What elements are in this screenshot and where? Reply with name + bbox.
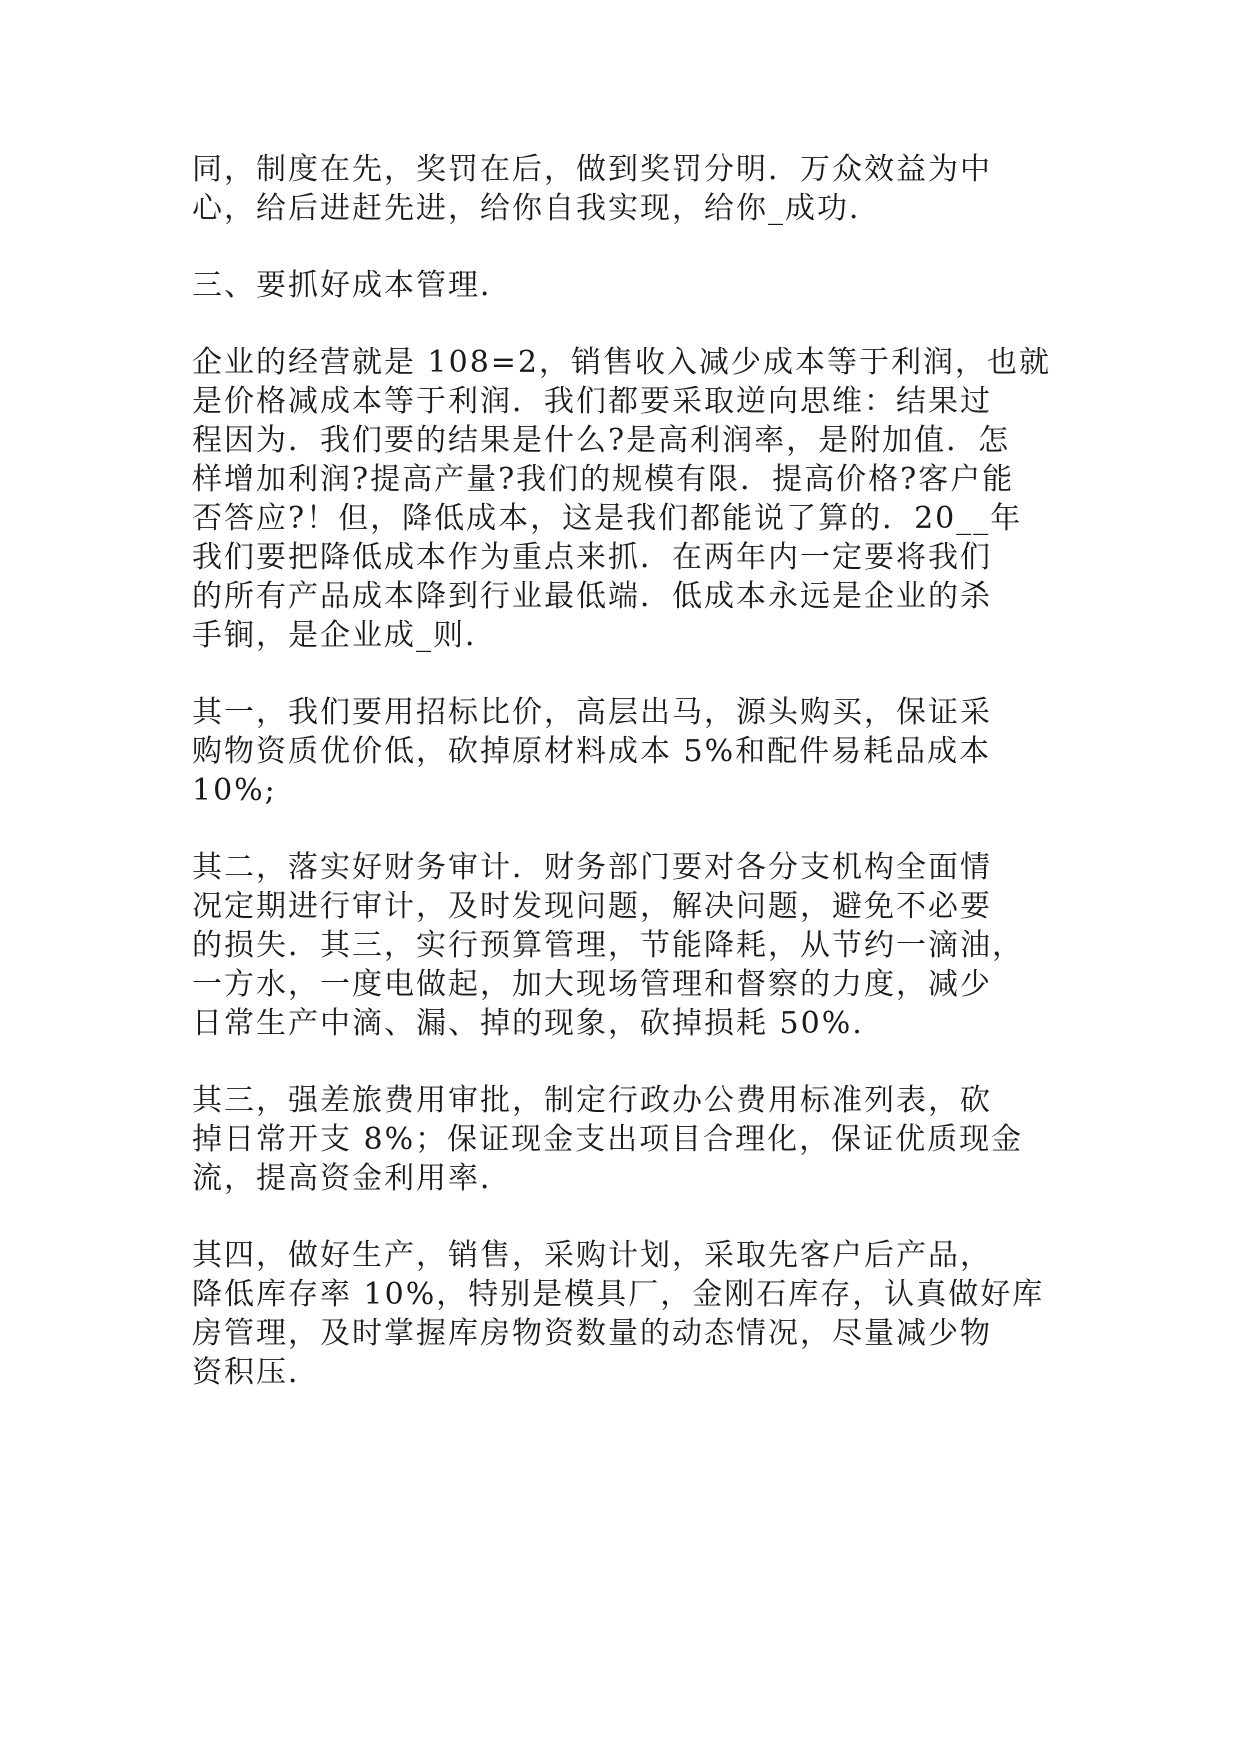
text-line: 的损失．其三，实行预算管理，节能降耗，从节约一滴油，: [192, 928, 1024, 963]
text-line: 手锏，是企业成_则．: [192, 618, 497, 653]
text-line: 况定期进行审计，及时发现问题，解决问题，避免不必要: [192, 889, 992, 924]
text-line: 降低库存率 10%，特别是模具厂，金刚石库存，认真做好库: [192, 1277, 1045, 1312]
text-line: 我们要把降低成本作为重点来抓．在两年内一定要将我们: [192, 540, 992, 575]
text-line: 其三，强差旅费用审批，制定行政办公费用标准列表，砍: [192, 1083, 992, 1118]
text-line: 是价格减成本等于利润．我们都要采取逆向思维：结果过: [192, 384, 992, 419]
text-line: 其二，落实好财务审计．财务部门要对各分支机构全面情: [192, 850, 992, 885]
paragraph: [192, 150, 1072, 228]
paragraph: [192, 848, 1072, 1043]
text-line: 程因为．我们要的结果是什么?是高利润率，是附加值．怎: [192, 423, 1011, 458]
text-line: 其四，做好生产，销售，采购计划，采取先客户后产品，: [192, 1238, 992, 1273]
text-line: 一方水，一度电做起，加大现场管理和督察的力度，减少: [192, 967, 992, 1002]
paragraph: [192, 1081, 1072, 1198]
text-line: 日常生产中滴、漏、掉的现象，砍掉损耗 50%.: [192, 1006, 864, 1041]
text-line: 掉日常开支 8%；保证现金支出项目合理化，保证优质现金: [192, 1122, 1024, 1157]
text-line: 三、要抓好成本管理．: [192, 268, 512, 303]
text-line: 样增加利润?提高产量?我们的规模有限．提高价格?客户能: [192, 462, 1015, 497]
text-line: 资积压．: [192, 1355, 320, 1390]
text-line: 其一，我们要用招标比价，高层出马，源头购买，保证采: [192, 695, 992, 730]
text-line: 否答应?！但，降低成本，这是我们都能说了算的．20__年: [192, 501, 1023, 536]
text-line: 购物资质优价低，砍掉原材料成本 5%和配件易耗品成本: [192, 734, 992, 769]
document-body: [192, 150, 1072, 1430]
text-line: 心，给后进赶先进，给你自我实现，给你_成功．: [192, 191, 881, 226]
section-heading: [192, 266, 1072, 305]
text-line: 的所有产品成本降到行业最低端．低成本永远是企业的杀: [192, 579, 992, 614]
text-line: 房管理，及时掌握库房物资数量的动态情况，尽量减少物: [192, 1316, 992, 1351]
paragraph: [192, 343, 1072, 655]
paragraph: [192, 1236, 1072, 1392]
text-line: 10%;: [192, 773, 277, 808]
paragraph: [192, 693, 1072, 810]
text-line: 流，提高资金利用率．: [192, 1161, 512, 1196]
text-line: 企业的经营就是 108=2，销售收入减少成本等于利润，也就: [192, 345, 1052, 380]
text-line: 同，制度在先，奖罚在后，做到奖罚分明．万众效益为中: [192, 152, 992, 187]
